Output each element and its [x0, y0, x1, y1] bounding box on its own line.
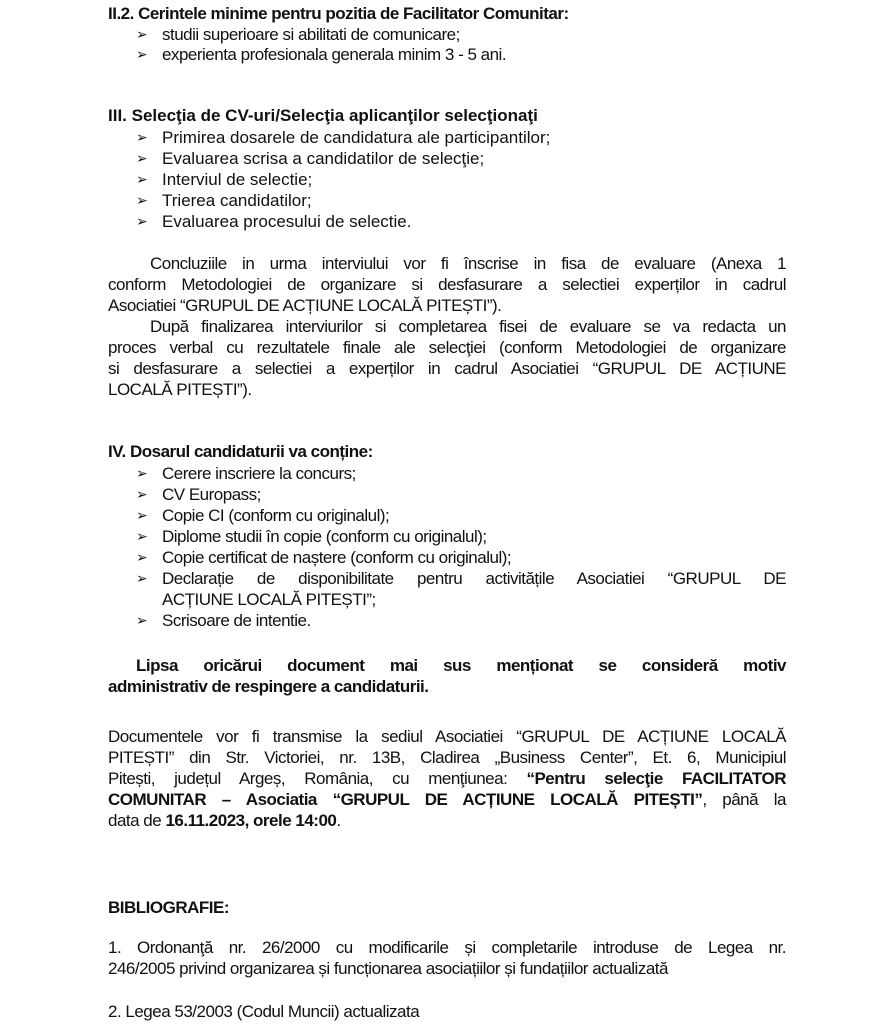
submission-line-3 — [108, 769, 786, 789]
submission-text: data de — [108, 811, 166, 830]
list-item: Copie certificat de naștere (conform cu originalul); — [162, 548, 512, 567]
list-item: Declarație de disponibilitate pentru activitățile Asociatiei “GRUPUL DE — [162, 569, 786, 588]
warning-line: administrativ de respingere a candidaturii. — [108, 677, 429, 696]
list-item: Cerere inscriere la concurs; — [162, 464, 356, 483]
list-item: Trierea candidatilor; — [162, 191, 312, 210]
submission-line-5 — [108, 811, 341, 831]
list-item: Primirea dosarele de candidatura ale participantilor; — [162, 128, 551, 147]
bibliography-item: 2. Legea 53/2003 (Codul Muncii) actualizata — [108, 1002, 420, 1021]
bullet-arrow-icon: ➢ — [136, 193, 148, 209]
bullet-arrow-icon: ➢ — [136, 47, 148, 63]
bullet-arrow-icon: ➢ — [136, 613, 148, 629]
bullet-arrow-icon: ➢ — [136, 151, 148, 167]
section-heading-iii: III. Selecţia de CV-uri/Selecţia aplicanţilor selecţionaţi — [108, 106, 538, 125]
submission-text: Pitești, județul Argeș, România, cu menţiunea: — [108, 769, 527, 788]
list-item: Interviul de selectie; — [162, 170, 313, 189]
paragraph-line: si desfasurare a selectiei a experților in cadrul Asociatiei “GRUPUL DE ACȚIUNE — [108, 359, 786, 378]
bibliography-heading: BIBLIOGRAFIE: — [108, 898, 229, 917]
list-item: Diplome studii în copie (conform cu originalul); — [162, 527, 487, 546]
paragraph-line: conform Metodologiei de organizare si desfasurare a selectiei experților in cadrul — [108, 275, 786, 294]
submission-bold-text: COMUNITAR – Asociatia “GRUPUL DE ACȚIUNE LOCALĂ PITEȘTI” — [108, 790, 703, 809]
submission-bold-text: “Pentru selecţie FACILITATOR — [526, 769, 786, 788]
section-heading-iv: IV. Dosarul candidaturii va conține: — [108, 442, 373, 461]
bullet-arrow-icon: ➢ — [136, 172, 148, 188]
list-item: studii superioare si abilitati de comunicare; — [162, 25, 460, 44]
paragraph-line: LOCALĂ PITEȘTI”). — [108, 380, 252, 399]
submission-line: PITEȘTI” din Str. Victoriei, nr. 13B, Cladirea „Business Center”, Et. 6, Municipiul — [108, 748, 786, 767]
bullet-arrow-icon: ➢ — [136, 571, 148, 587]
deadline-text: 16.11.2023, orele 14:00 — [165, 811, 337, 830]
bullet-arrow-icon: ➢ — [136, 27, 148, 43]
submission-line-4 — [108, 790, 786, 810]
bibliography-item-continuation: 246/2005 privind organizarea și funcționarea asociațiilor și fundațiilor actualizată — [108, 959, 668, 978]
list-item-continuation: ACȚIUNE LOCALĂ PITEȘTI”; — [162, 590, 376, 609]
list-item: experienta profesionala generala minim 3 - 5 ani. — [162, 45, 507, 64]
list-item: Scrisoare de intentie. — [162, 611, 311, 630]
list-item: Evaluarea scrisa a candidatilor de selecţie; — [162, 149, 485, 168]
paragraph-line: Concluziile in urma interviului vor fi înscrise in fisa de evaluare (Anexa 1 — [150, 254, 786, 273]
list-item: CV Europass; — [162, 485, 261, 504]
submission-text: . — [336, 811, 341, 830]
list-item: Evaluarea procesului de selectie. — [162, 212, 412, 231]
bullet-arrow-icon: ➢ — [136, 487, 148, 503]
paragraph-line: După finalizarea interviurilor si completarea fisei de evaluare se va redacta un — [150, 317, 786, 336]
paragraph-line: proces verbal cu rezultatele finale ale selecţiei (conform Metodologiei de organizare — [108, 338, 786, 357]
bullet-arrow-icon: ➢ — [136, 214, 148, 230]
section-heading-ii2: II.2. Cerintele minime pentru pozitia de Facilitator Comunitar: — [108, 4, 569, 23]
warning-line: Lipsa oricărui document mai sus menționat se consideră motiv — [136, 656, 786, 675]
bullet-arrow-icon: ➢ — [136, 466, 148, 482]
bullet-arrow-icon: ➢ — [136, 130, 148, 146]
bullet-arrow-icon: ➢ — [136, 508, 148, 524]
paragraph-line: Asociatiei “GRUPUL DE ACȚIUNE LOCALĂ PITEȘTI”). — [108, 296, 502, 315]
bullet-arrow-icon: ➢ — [136, 529, 148, 545]
bibliography-item: 1. Ordonanţă nr. 26/2000 cu modificarile și completarile introduse de Legea nr. — [108, 938, 786, 957]
submission-text: , până la — [702, 790, 786, 809]
list-item: Copie CI (conform cu originalul); — [162, 506, 390, 525]
bullet-arrow-icon: ➢ — [136, 550, 148, 566]
submission-line: Documentele vor fi transmise la sediul Asociatiei “GRUPUL DE ACȚIUNE LOCALĂ — [108, 727, 786, 746]
